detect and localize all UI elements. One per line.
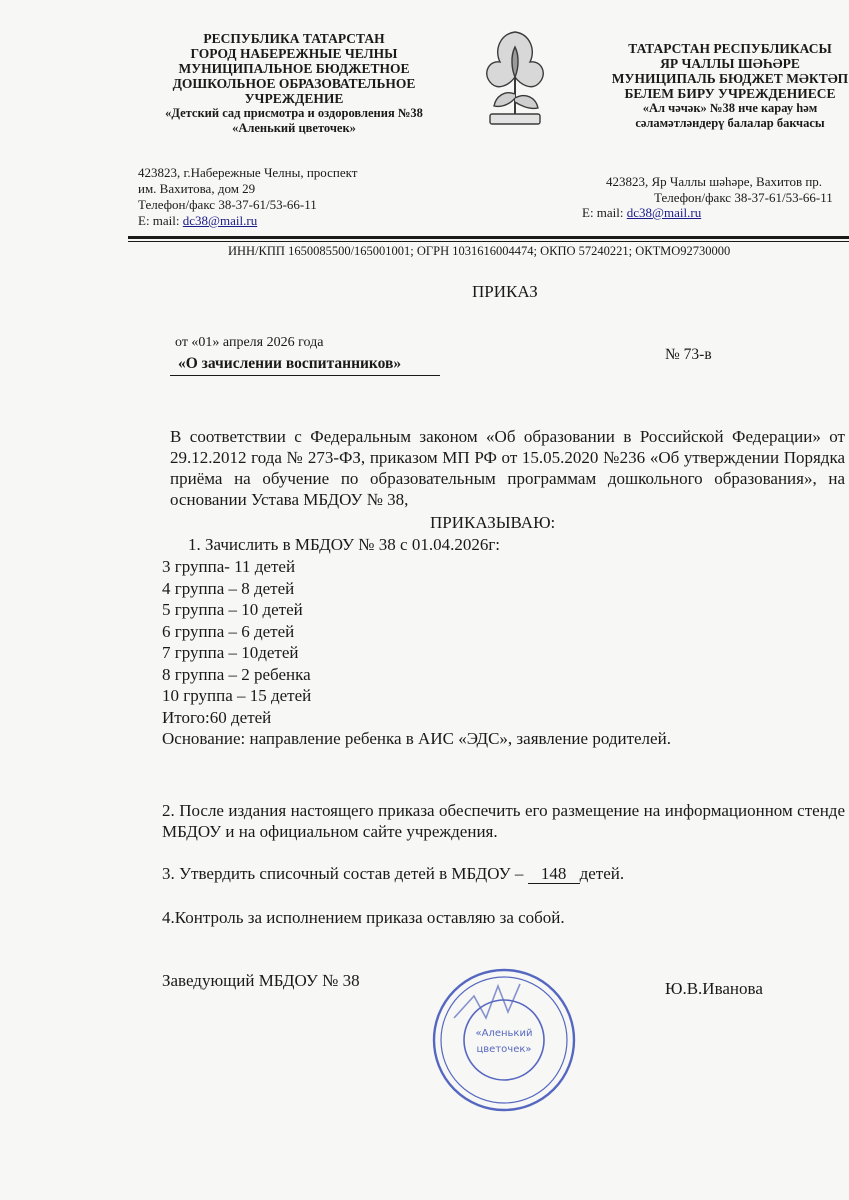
- item-3-text: 3. Утвердить списочный состав детей в МБДОУ –: [162, 864, 528, 883]
- header-right-email: [582, 205, 701, 221]
- list-item: 8 группа – 2 ребенка: [162, 664, 311, 684]
- email-link[interactable]: dc38@mail.ru: [182, 213, 258, 228]
- item-4: 4.Контроль за исполнением приказа оставляю за собой.: [162, 908, 565, 927]
- header-right-line: ТАТАРСТАН РЕСПУБЛИКАСЫ: [628, 41, 832, 56]
- header-left-line: ГОРОД НАБЕРЕЖНЫЕ ЧЕЛНЫ: [190, 46, 398, 61]
- list-item: 3 группа- 11 детей: [162, 557, 296, 576]
- header-left-line: «Детский сад присмотра и оздоровления №38: [165, 106, 423, 120]
- address-line: 423823, г.Набережные Челны, проспект: [138, 165, 358, 180]
- requisites: ИНН/КПП 1650085500/165001001; ОГРН 1031616004474; ОКПО 57240221; ОКТМО92730000: [228, 244, 731, 258]
- header-left-line: РЕСПУБЛИКА ТАТАРСТАН: [203, 31, 385, 46]
- address-line: им. Вахитова, дом 29: [138, 181, 256, 196]
- subject: «О зачислении воспитанников»: [178, 355, 402, 372]
- header-left-address: [138, 165, 357, 229]
- header-left-line: «Аленький цветочек»: [232, 121, 356, 135]
- header-right-line: сәламәтләндерү балалар бакчасы: [635, 116, 825, 130]
- email-label: E: mail:: [582, 205, 627, 220]
- item-3-count: 148: [528, 865, 580, 884]
- header-left-line: ДОШКОЛЬНОЕ ОБРАЗОВАТЕЛЬНОЕ: [172, 76, 416, 91]
- date-line: от «01» апреля 2026 года: [175, 335, 324, 350]
- stamp-text: цветочек»: [476, 1044, 532, 1055]
- item-3-suffix: детей.: [579, 864, 625, 883]
- list-item: 6 группа – 6 детей: [162, 621, 295, 641]
- email-line: [138, 213, 357, 229]
- header-right-address: [606, 174, 833, 206]
- header-right-line: «Ал чәчәк» №38 нче карау һәм: [642, 101, 818, 115]
- item-1: 1. Зачислить в МБДОУ № 38 с 01.04.2026г:: [188, 535, 501, 554]
- emblem: [470, 22, 560, 134]
- group-list: [162, 556, 671, 750]
- stamp-text: «Аленький: [475, 1028, 533, 1039]
- header-divider-thin: [128, 241, 849, 242]
- item-3: [162, 863, 624, 885]
- basis: Основание: направление ребенка в АИС «ЭДС», заявление родителей.: [162, 729, 671, 748]
- address-line: Телефон/факс 38-37-61/53-66-11: [654, 190, 833, 205]
- header-right-line: ЯР ЧАЛЛЫ ШӘҺӘРЕ: [660, 56, 800, 71]
- email-label: E: mail:: [138, 213, 183, 228]
- preamble: В соответствии с Федеральным законом «Об образовании в Российской Федерации» от 29.12.2012 года № 273-ФЗ, приказом МП РФ от 15.05.2020 №236 «Об утверждении Порядка приёма на обучение по образовательным программам дошкольного образования», на основании Устава МБДОУ № 38,: [170, 427, 845, 509]
- subject-underline: [170, 375, 440, 376]
- doc-title: ПРИКАЗ: [472, 282, 538, 301]
- list-item: 5 группа – 10 детей: [162, 600, 303, 619]
- signer-title: Заведующий МБДОУ № 38: [162, 971, 360, 990]
- header-left-line: МУНИЦИПАЛЬНОЕ БЮДЖЕТНОЕ: [178, 61, 410, 76]
- header-right: [590, 41, 849, 131]
- order-number: № 73-в: [665, 346, 712, 363]
- stamp: [424, 958, 584, 1118]
- header-left-line: УЧРЕЖДЕНИЕ: [244, 91, 344, 106]
- total: Итого:60 детей: [162, 707, 272, 727]
- email-link[interactable]: dc38@mail.ru: [626, 205, 702, 220]
- list-item: 7 группа – 10детей: [162, 643, 299, 662]
- header-right-line: БЕЛЕМ БИРУ УЧРЕЖДЕНИЕСЕ: [624, 86, 836, 101]
- list-item: 4 группа – 8 детей: [162, 578, 295, 598]
- header-divider: [128, 236, 849, 239]
- item-2: 2. После издания настоящего приказа обеспечить его размещение на информационном стенде МБДОУ и на официальном сайте учреждения.: [162, 801, 845, 841]
- header-right-line: МУНИЦИПАЛЬ БЮДЖЕТ МӘКТӘП: [611, 71, 849, 86]
- order-word: ПРИКАЗЫВАЮ:: [430, 513, 556, 532]
- header-left: [135, 31, 453, 136]
- signer-name: Ю.В.Иванова: [665, 979, 763, 998]
- address-line: 423823, Яр Чаллы шәһәре, Вахитов пр.: [606, 174, 823, 189]
- list-item: 10 группа – 15 детей: [162, 686, 312, 705]
- address-line: Телефон/факс 38-37-61/53-66-11: [138, 197, 317, 212]
